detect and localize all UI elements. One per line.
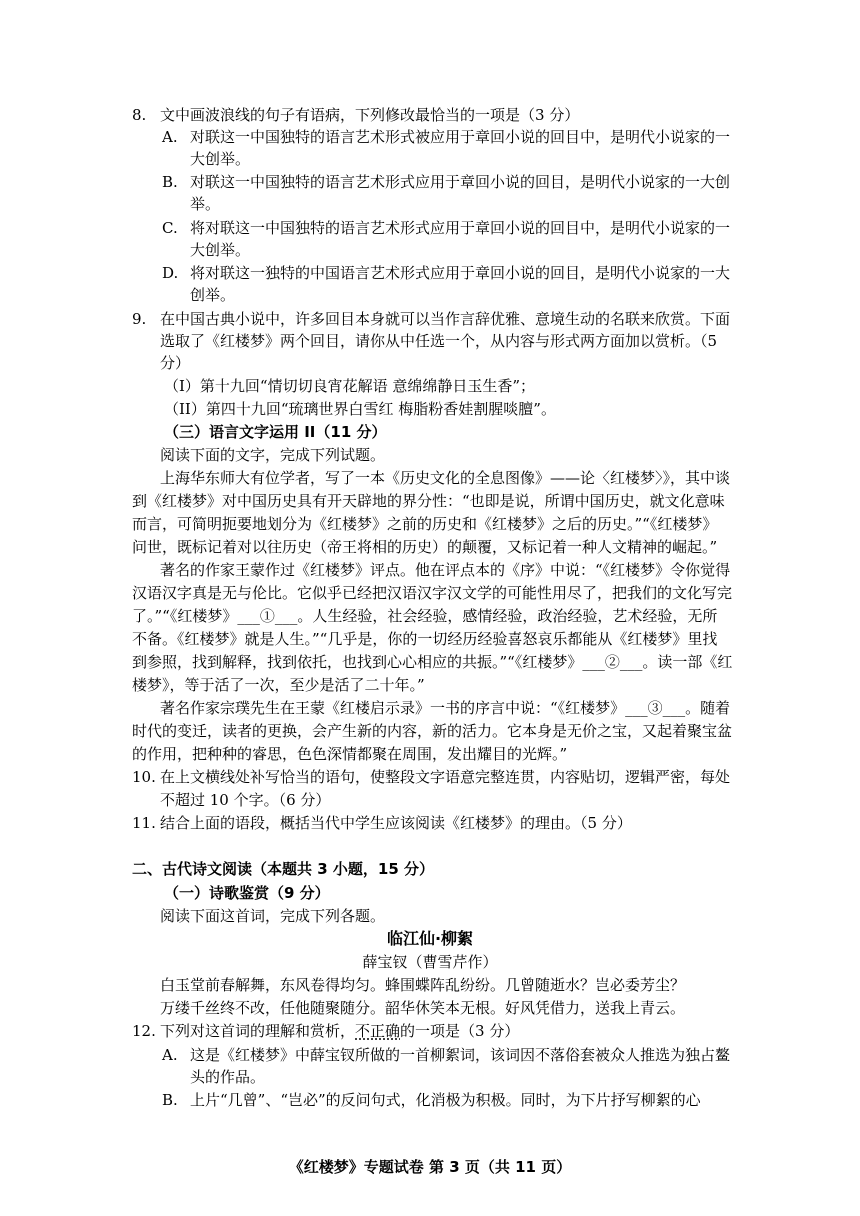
- section3-title: （三）语言文字运用 II（11 分）: [164, 423, 387, 441]
- q12-number: 12.: [132, 1022, 156, 1040]
- part2-subsection: （一）诗歌鉴赏（9 分）: [164, 884, 330, 902]
- section3-p2-line4: 不备。《红楼梦》就是人生。”“几乎是，你的一切经历经验喜怒哀乐都能从《红楼梦》里找: [132, 630, 718, 648]
- section3-p1-line2: 到《红楼梦》对中国历史具有开天辟地的界分性：“也即是说，所谓中国历史，就文化意味: [132, 492, 725, 510]
- section3-p1-line3: 而言，可简明扼要地划分为《红楼梦》之前的历史和《红楼梦》之后的历史。”“《红楼梦》: [132, 515, 718, 533]
- section3-p3-line2: 时代的变迁，读者的更换，会产生新的内容，新的活力。它本身是无价之宝，又起着聚宝盆: [132, 722, 733, 740]
- section3-p3-line3: 的作用，把种种的睿思，色色深情都聚在周围，发出耀目的光辉。”: [132, 745, 568, 763]
- q8-option-c-label: C.: [162, 219, 178, 237]
- q11-line1: 结合上面的语段，概括当代中学生应该阅读《红楼梦》的理由。（5 分）: [160, 814, 632, 832]
- q8-option-b-line2: 举。: [190, 195, 221, 213]
- page-footer: 《红楼梦》专题试卷 第 3 页（共 11 页）: [288, 1158, 572, 1176]
- poem-line-1: 白玉堂前春解舞，东风卷得均匀。蜂围蝶阵乱纷纷。几曾随逝水？岂必委芳尘？: [160, 976, 686, 994]
- q10-number: 10.: [132, 768, 156, 786]
- q9-item-1: （I）第十九回“情切切良宵花解语 意绵绵静日玉生香”；: [164, 377, 536, 395]
- section3-p1-line1: 上海华东师大有位学者，写了一本《历史文化的全息图像》——论〈红楼梦〉》，其中谈: [160, 469, 731, 487]
- part2-title: 二、古代诗文阅读（本题共 3 小题，15 分）: [132, 860, 434, 878]
- section3-p2-line2: 汉语汉字真是无与伦比。它似乎已经把汉语汉字汉文学的可能性用尽了，把我们的文化写完: [132, 584, 733, 602]
- poem-author: 薛宝钗（曹雪芹作）: [362, 953, 498, 971]
- q8-option-b-line1: 对联这一中国独特的语言艺术形式应用于章回小说的回目，是明代小说家的一大创: [190, 173, 731, 191]
- q8-option-b-label: B.: [162, 173, 178, 191]
- q10-line2: 不超过 10 个字。（6 分）: [160, 791, 331, 809]
- q9-item-2: （II）第四十九回“琉璃世界白雪红 梅脂粉香娃割腥啖膻”。: [164, 400, 556, 418]
- q8-option-c-line1: 将对联这一中国独特的语言艺术形式应用于章回小说的回目中，是明代小说家的一: [190, 219, 731, 237]
- q8-option-a-line1: 对联这一中国独特的语言艺术形式被应用于章回小说的回目中，是明代小说家的一: [190, 128, 731, 146]
- poem-title: 临江仙·柳絮: [386, 929, 474, 948]
- q9-number: 9.: [132, 310, 147, 328]
- section3-p2-line5: 到参照，找到解释，找到依托，也找到心心相应的共振。”“《红楼梦》___②___。读一部《红: [132, 653, 733, 671]
- q12-stem-post: 的一项是（3 分）: [400, 1022, 520, 1040]
- q12-stem-emphasis: 不正确: [355, 1022, 401, 1040]
- q9-line1: 在中国古典小说中，许多回目本身就可以当作言辞优雅、意境生动的名联来欣赏。下面: [160, 310, 731, 328]
- q8-option-c-line2: 大创举。: [190, 241, 251, 259]
- q8-option-d-line2: 创举。: [190, 286, 236, 304]
- q12-option-b-line1: 上片“几曾”、“岂必”的反问句式，化消极为积极。同时，为下片抒写柳絮的心: [190, 1091, 701, 1109]
- q12-option-b-label: B.: [162, 1091, 178, 1109]
- q12-option-a-line1: 这是《红楼梦》中薛宝钗所做的一首柳絮词，该词因不落俗套被众人推选为独占鳌: [190, 1046, 731, 1064]
- q8-option-d-line1: 将对联这一独特的中国语言艺术形式应用于章回小说的回目，是明代小说家的一大: [190, 264, 731, 282]
- section3-p1-line4: 问世，既标记着对以往历史（帝王将相的历史）的颠覆，又标记着一种人文精神的崛起。”: [132, 538, 718, 556]
- q12-stem: [160, 1020, 519, 1042]
- q8-number: 8.: [132, 106, 147, 124]
- q12-option-a-label: A.: [162, 1046, 178, 1064]
- q12-stem-pre: 下列对这首词的理解和赏析，: [160, 1022, 356, 1040]
- section3-p2-line6: 楼梦》，等于活了一次，至少是活了二十年。”: [132, 676, 425, 694]
- poem-line-2: 万缕千丝终不改，任他随聚随分。韶华休笑本无根。好风凭借力，送我上青云。: [160, 999, 686, 1017]
- q11-number: 11.: [132, 814, 156, 832]
- q8-option-a-line2: 大创举。: [190, 150, 251, 168]
- part2-intro: 阅读下面这首词，完成下列各题。: [160, 907, 386, 925]
- q9-line3: 分）: [160, 354, 191, 372]
- q8-stem: 文中画波浪线的句子有语病，下列修改最恰当的一项是（3 分）: [160, 106, 580, 124]
- q12-option-a-line2: 头的作品。: [190, 1068, 266, 1086]
- q8-option-d-label: D.: [162, 264, 179, 282]
- section3-p2-line3: 了。”“《红楼梦》___①___。人生经验，社会经验，感情经验，政治经验，艺术经验，无所: [132, 607, 718, 625]
- q8-option-a-label: A.: [162, 128, 178, 146]
- section3-p2-line1: 著名的作家王蒙作过《红楼梦》评点。他在评点本的《序》中说：“《红楼梦》令你觉得: [160, 561, 731, 579]
- q9-line2: 选取了《红楼梦》两个回目，请你从中任选一个，从内容与形式两方面加以赏析。（5: [160, 332, 718, 350]
- q10-line1: 在上文横线处补写恰当的语句，使整段文字语意完整连贯，内容贴切，逻辑严密，每处: [160, 768, 731, 786]
- section3-p3-line1: 著名作家宗璞先生在王蒙《红楼启示录》一书的序言中说：“《红楼梦》___③___。随着: [160, 699, 731, 717]
- section3-intro: 阅读下面的文字，完成下列试题。: [160, 446, 386, 464]
